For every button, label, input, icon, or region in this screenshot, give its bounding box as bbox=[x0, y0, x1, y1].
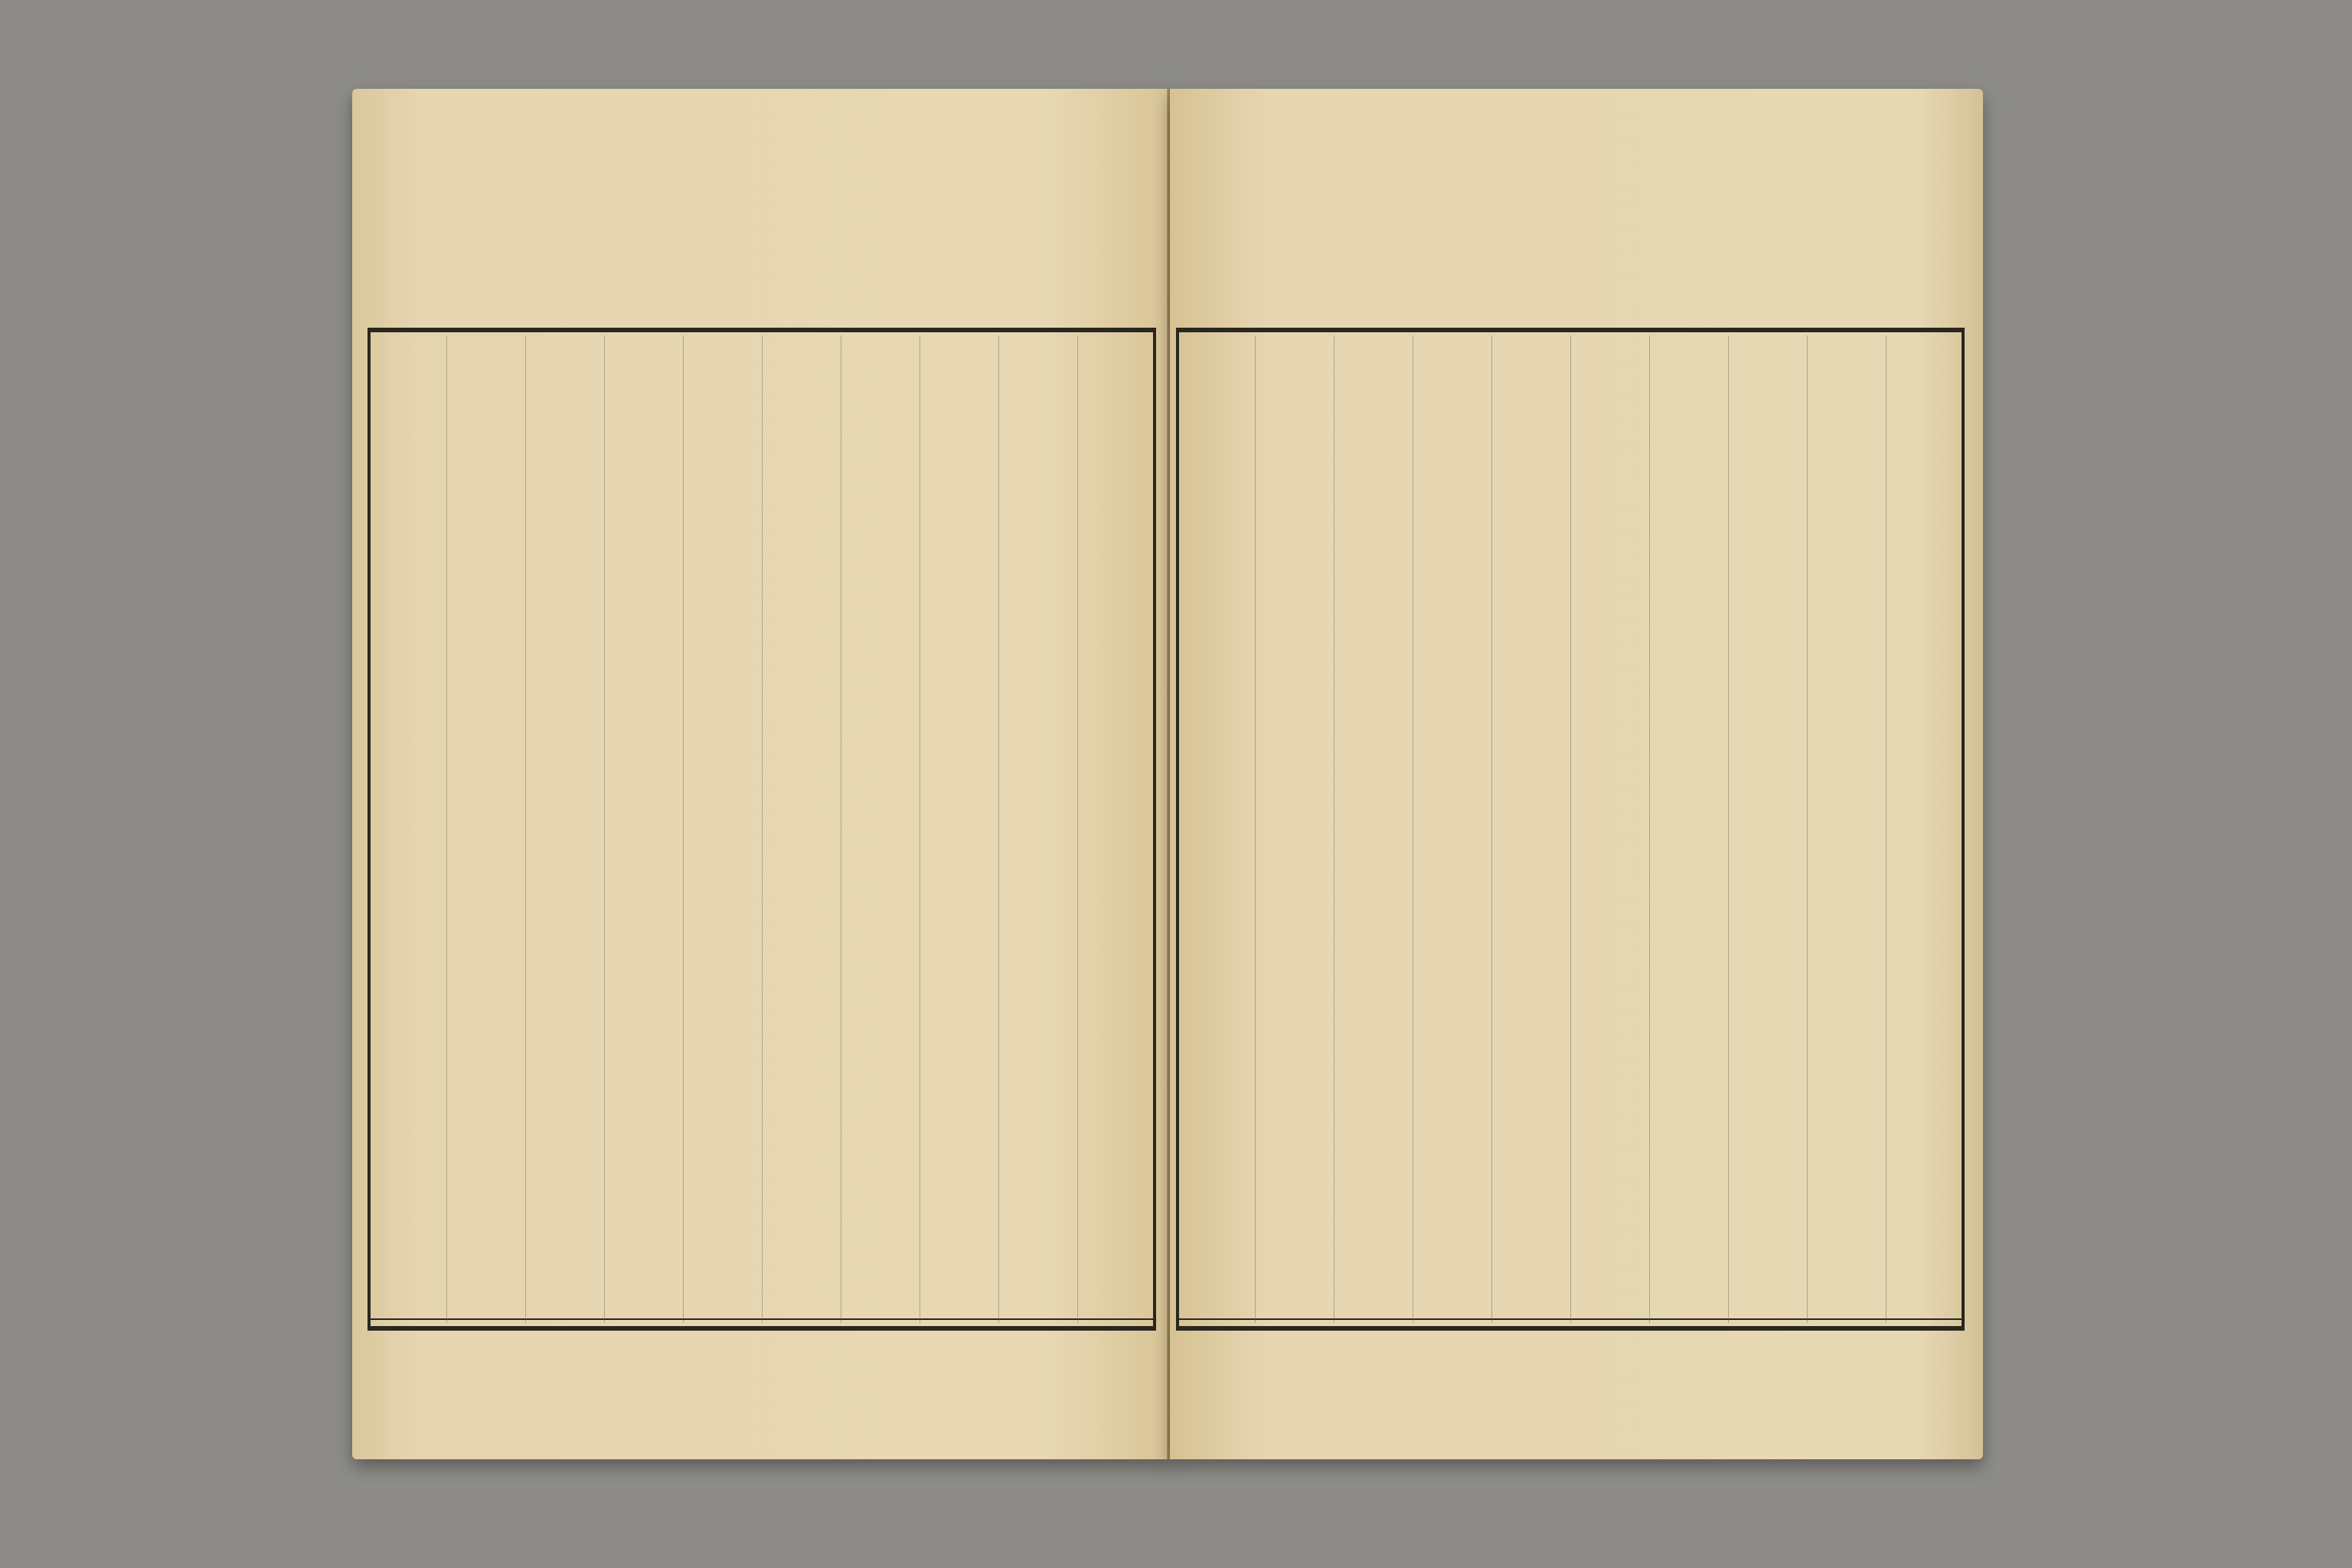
frame-left-rule bbox=[1176, 328, 1179, 1331]
column-rule bbox=[762, 335, 763, 1323]
column-rule bbox=[1491, 335, 1492, 1323]
frame-bottom-rule bbox=[368, 1326, 1156, 1331]
column-rule bbox=[1728, 335, 1729, 1323]
column-rule bbox=[525, 335, 526, 1323]
column-rule bbox=[1077, 335, 1078, 1323]
right-text-frame bbox=[1176, 328, 1965, 1331]
frame-top-rule bbox=[1176, 328, 1965, 332]
frame-right-rule bbox=[1962, 328, 1965, 1331]
frame-left-rule bbox=[368, 328, 371, 1331]
column-rule bbox=[683, 335, 684, 1323]
frame-top-rule bbox=[368, 328, 1156, 332]
column-rule bbox=[1807, 335, 1808, 1323]
column-rule bbox=[1255, 335, 1256, 1323]
frame-bottom-rule bbox=[1176, 1326, 1965, 1331]
left-page bbox=[352, 89, 1171, 1459]
frame-right-rule bbox=[1153, 328, 1156, 1331]
left-text-frame bbox=[368, 328, 1156, 1331]
book-spread bbox=[352, 89, 1983, 1467]
column-rule bbox=[1649, 335, 1650, 1323]
right-page bbox=[1170, 89, 1983, 1459]
column-rule bbox=[446, 335, 447, 1323]
column-rule bbox=[604, 335, 605, 1323]
column-rule bbox=[1570, 335, 1571, 1323]
column-rule bbox=[998, 335, 999, 1323]
